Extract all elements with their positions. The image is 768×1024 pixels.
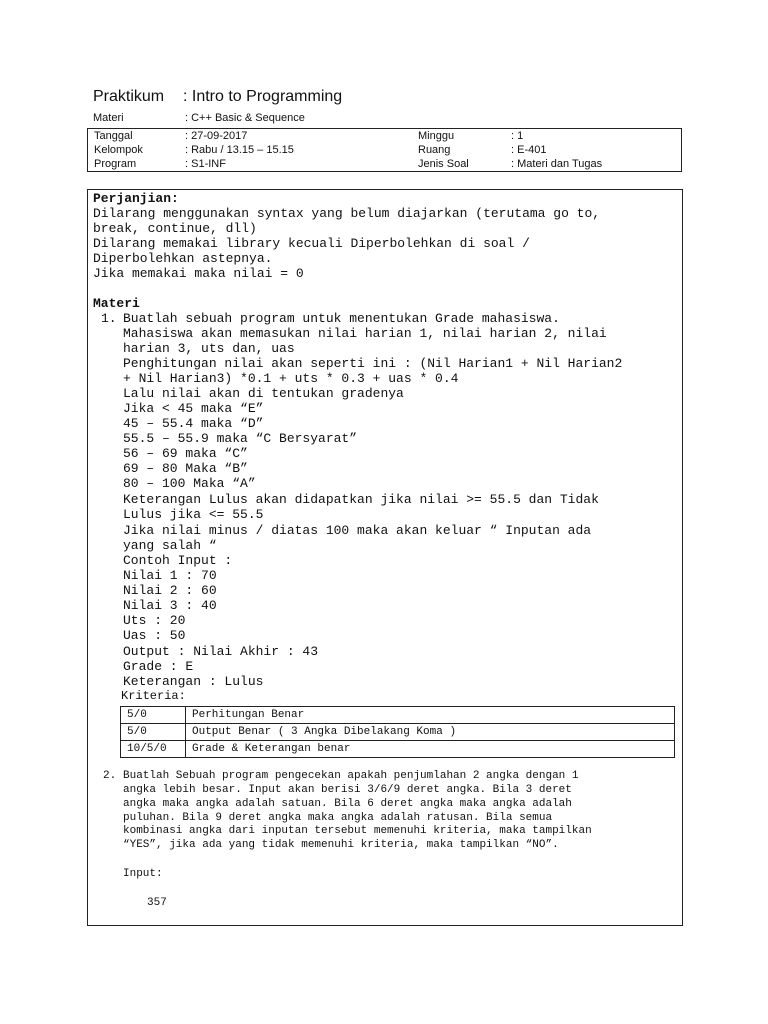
title-value: : Intro to Programming — [183, 88, 343, 105]
tanggal-value: : 27-09-2017 — [185, 130, 248, 142]
item1-line: Nilai 3 : 40 — [123, 598, 217, 613]
item1-line: Uas : 50 — [123, 628, 186, 643]
item1-line: Keterangan : Lulus — [123, 674, 264, 689]
kriteria-score: 10/5/0 — [121, 741, 186, 758]
tanggal-label: Tanggal — [94, 130, 133, 142]
perjanjian-line: Jika memakai maka nilai = 0 — [93, 266, 304, 281]
table-row — [121, 741, 675, 758]
item1-line: + Nil Harian3) *0.1 + uts * 0.3 + uas * 0.4 — [123, 371, 459, 386]
materi-heading: Materi — [93, 296, 140, 311]
item1-line: Keterangan Lulus akan didapatkan jika nilai >= 55.5 dan Tidak — [123, 492, 599, 507]
item1-line: yang salah “ — [123, 538, 217, 553]
item1-line: Mahasiswa akan memasukan nilai harian 1, nilai harian 2, nilai — [123, 326, 607, 341]
item2-line: Buatlah Sebuah program pengecekan apakah penjumlahan 2 angka dengan 1 — [123, 770, 579, 782]
kriteria-desc: Grade & Keterangan benar — [186, 741, 675, 758]
kelompok-label: Kelompok — [94, 144, 143, 156]
item2-line: puluhan. Bila 9 deret angka maka angka adalah ratusan. Bila semua — [123, 812, 553, 824]
item1-line: Nilai 1 : 70 — [123, 568, 217, 583]
jenis-soal-value: : Materi dan Tugas — [511, 158, 603, 170]
program-label: Program — [94, 158, 137, 170]
perjanjian-line: Dilarang menggunakan syntax yang belum diajarkan (terutama go to, — [93, 206, 601, 221]
table-row — [121, 707, 675, 724]
input-value: 357 — [147, 897, 167, 909]
perjanjian-heading: Perjanjian: — [93, 191, 179, 206]
item2-line: angka maka angka adalah satuan. Bila 6 deret angka maka angka adalah — [123, 798, 572, 810]
perjanjian-line: Dilarang memakai library kecuali Diperbolehkan di soal / — [93, 236, 530, 251]
item2-line: kombinasi angka dari inputan tersebut memenuhi kriteria, maka tampilkan — [123, 825, 592, 837]
ruang-label: Ruang — [418, 144, 451, 156]
item1-line: Jika < 45 maka “E” — [123, 401, 264, 416]
item1-line: Jika nilai minus / diatas 100 maka akan keluar “ Inputan ada — [123, 523, 592, 538]
ruang-value: : E-401 — [511, 144, 547, 156]
item1-number: 1. — [101, 311, 117, 326]
item1-line: 55.5 – 55.9 maka “C Bersyarat” — [123, 431, 358, 446]
perjanjian-line: Diperbolehkan astepnya. — [93, 251, 273, 266]
item2-number: 2. — [103, 770, 117, 782]
item2-line: angka lebih besar. Input akan berisi 3/6/9 deret angka. Bila 3 deret — [123, 784, 572, 796]
item1-line: Output : Nilai Akhir : 43 — [123, 644, 319, 659]
materi-label: Materi — [93, 112, 124, 124]
program-value: : S1-INF — [185, 158, 226, 170]
title-label: Praktikum — [93, 88, 165, 105]
kriteria-score: 5/0 — [121, 724, 186, 741]
materi-value: : C++ Basic & Sequence — [185, 112, 305, 124]
kriteria-score: 5/0 — [121, 707, 186, 724]
materi-header — [93, 112, 305, 124]
kriteria-label: Kriteria: — [121, 689, 186, 703]
input-label: Input: — [123, 868, 163, 880]
minggu-label: Minggu — [418, 130, 455, 142]
item1-line: 56 – 69 maka “C” — [123, 446, 248, 461]
item1-line: Penghitungan nilai akan seperti ini : (Nil Harian1 + Nil Harian2 — [123, 356, 623, 371]
jenis-soal-label: Jenis Soal — [418, 158, 469, 170]
item1-line: Uts : 20 — [123, 613, 186, 628]
item2-line: “YES”, jika ada yang tidak memenuhi kriteria, maka tampilkan “NO”. — [123, 839, 559, 851]
info-box — [87, 128, 682, 172]
kriteria-desc: Output Benar ( 3 Angka Dibelakang Koma ) — [186, 724, 675, 741]
kriteria-table — [120, 706, 675, 758]
item1-line: Grade : E — [123, 659, 194, 674]
kelompok-value: : Rabu / 13.15 – 15.15 — [185, 144, 294, 156]
item1-line: Lulus jika <= 55.5 — [123, 507, 264, 522]
item1-line: 69 – 80 Maka “B” — [123, 461, 248, 476]
item1-line: Lalu nilai akan di tentukan gradenya — [123, 386, 404, 401]
item1-line: 45 – 55.4 maka “D” — [123, 416, 264, 431]
item1-line: Contoh Input : — [123, 553, 233, 568]
item1-line: Buatlah sebuah program untuk menentukan Grade mahasiswa. — [123, 311, 560, 326]
table-row — [121, 724, 675, 741]
item1-line: harian 3, uts dan, uas — [123, 341, 295, 356]
kriteria-desc: Perhitungan Benar — [186, 707, 675, 724]
perjanjian-line: break, continue, dll) — [93, 221, 257, 236]
page-title — [93, 88, 342, 106]
item1-line: Nilai 2 : 60 — [123, 583, 217, 598]
minggu-value: : 1 — [511, 130, 524, 142]
item1-line: 80 – 100 Maka “A” — [123, 476, 256, 491]
